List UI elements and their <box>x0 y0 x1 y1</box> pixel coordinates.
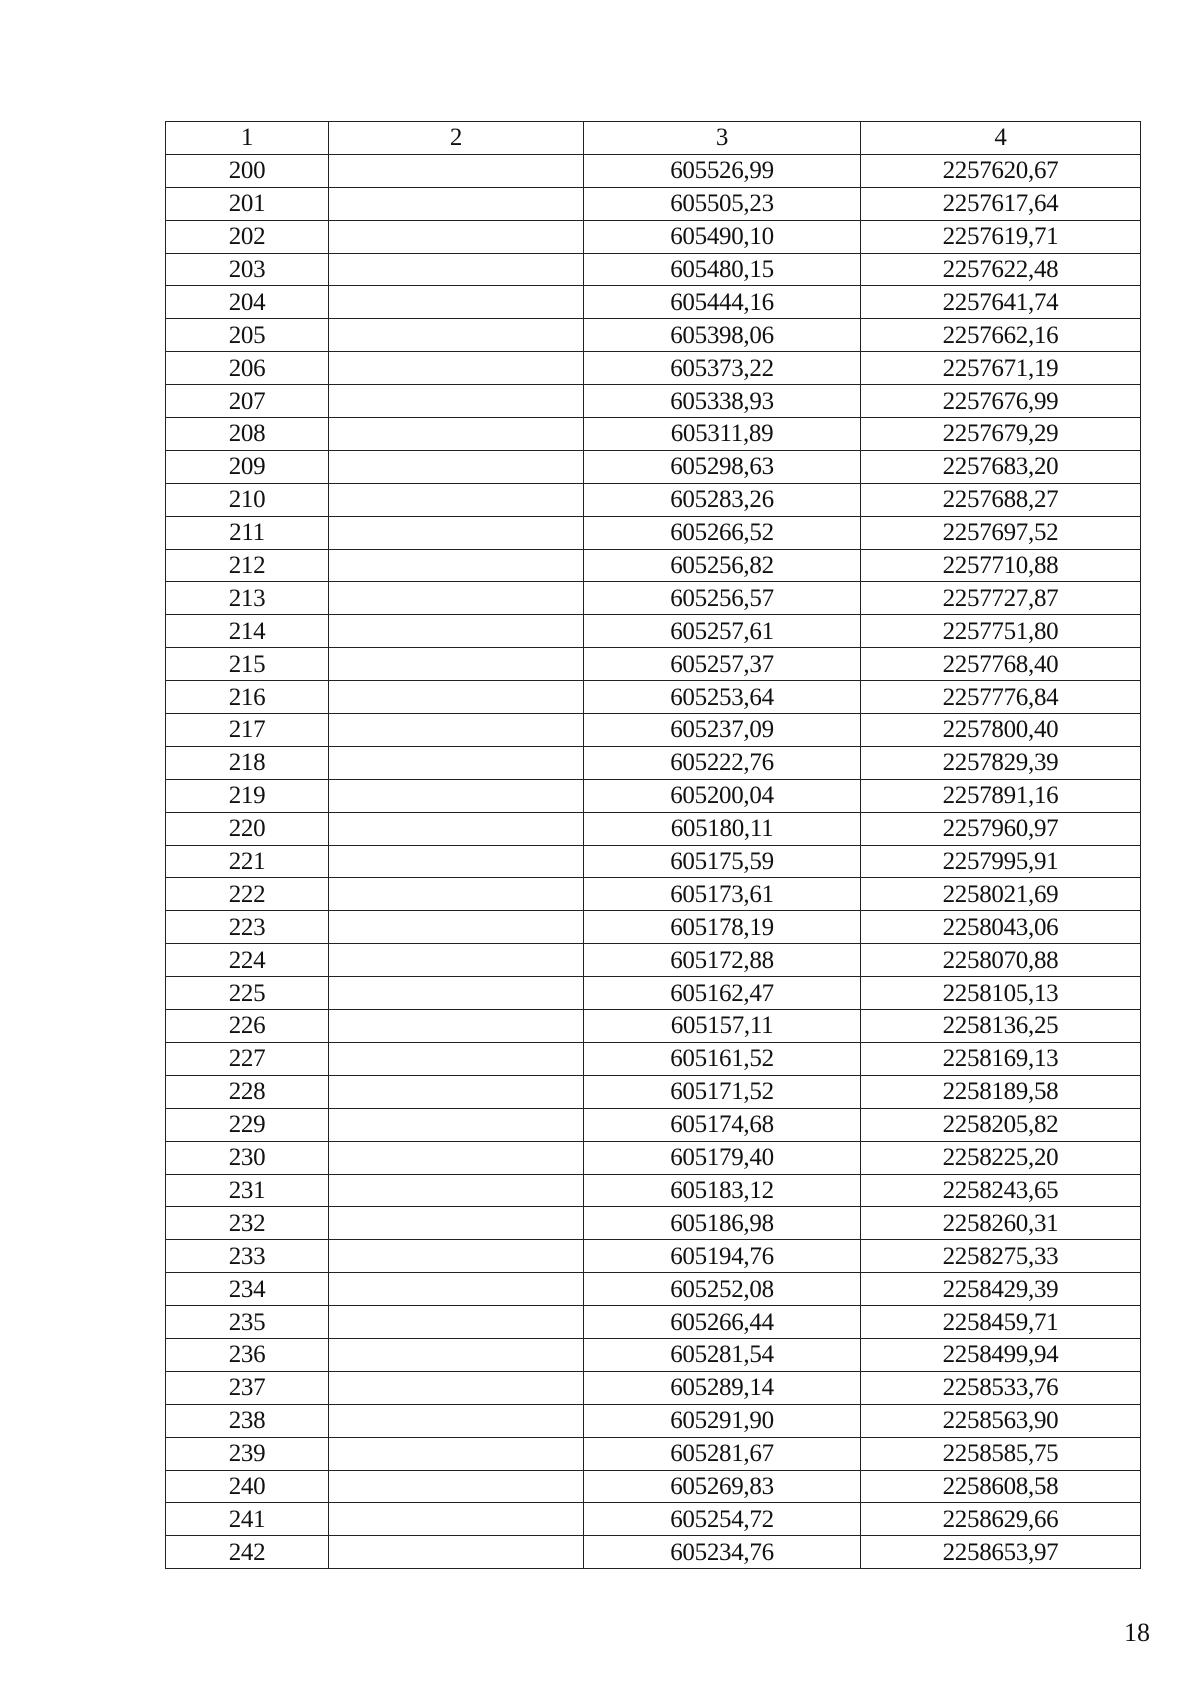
table-cell-col1: 220 <box>166 812 329 845</box>
table-row <box>166 154 1141 187</box>
table-cell-col1: 232 <box>166 1207 329 1240</box>
table-cell-col3: 605291,90 <box>584 1404 861 1437</box>
table-cell-col1: 204 <box>166 286 329 319</box>
table-cell-col2 <box>329 746 584 779</box>
table-cell-col1: 228 <box>166 1075 329 1108</box>
table-cell-col3: 605252,08 <box>584 1273 861 1306</box>
header-cell-col4: 4 <box>861 122 1141 155</box>
table-row <box>166 220 1141 253</box>
table-cell-col4: 2257620,67 <box>861 154 1141 187</box>
table-cell-col3: 605178,19 <box>584 911 861 944</box>
table-cell-col1: 236 <box>166 1338 329 1371</box>
table-cell-col2 <box>329 1371 584 1404</box>
table-cell-col4: 2258585,75 <box>861 1437 1141 1470</box>
table-cell-col3: 605162,47 <box>584 977 861 1010</box>
table-cell-col3: 605254,72 <box>584 1503 861 1536</box>
table-cell-col2 <box>329 516 584 549</box>
table-cell-col3: 605526,99 <box>584 154 861 187</box>
table-cell-col3: 605256,82 <box>584 549 861 582</box>
table-row <box>166 648 1141 681</box>
table-cell-col3: 605505,23 <box>584 187 861 220</box>
table-cell-col4: 2257662,16 <box>861 319 1141 352</box>
table-cell-col2 <box>329 1240 584 1273</box>
table-row <box>166 878 1141 911</box>
table-cell-col2 <box>329 714 584 747</box>
table-cell-col3: 605269,83 <box>584 1470 861 1503</box>
table-row <box>166 746 1141 779</box>
table-row <box>166 1470 1141 1503</box>
table-cell-col3: 605311,89 <box>584 418 861 451</box>
table-cell-col3: 605253,64 <box>584 681 861 714</box>
table-row <box>166 1338 1141 1371</box>
table-cell-col2 <box>329 1108 584 1141</box>
table-cell-col4: 2257891,16 <box>861 779 1141 812</box>
table-cell-col4: 2258043,06 <box>861 911 1141 944</box>
table-row <box>166 582 1141 615</box>
table-row <box>166 253 1141 286</box>
table-cell-col2 <box>329 648 584 681</box>
table-cell-col2 <box>329 187 584 220</box>
table-cell-col3: 605174,68 <box>584 1108 861 1141</box>
table-cell-col1: 233 <box>166 1240 329 1273</box>
table-cell-col1: 212 <box>166 549 329 582</box>
table-cell-col3: 605283,26 <box>584 483 861 516</box>
table-cell-col1: 239 <box>166 1437 329 1470</box>
table-cell-col2 <box>329 1010 584 1043</box>
table-cell-col3: 605237,09 <box>584 714 861 747</box>
table-cell-col2 <box>329 1306 584 1339</box>
table-cell-col2 <box>329 1075 584 1108</box>
table-cell-col3: 605257,37 <box>584 648 861 681</box>
table-row <box>166 1042 1141 1075</box>
table-cell-col3: 605175,59 <box>584 845 861 878</box>
table-cell-col1: 241 <box>166 1503 329 1536</box>
table-cell-col2 <box>329 878 584 911</box>
table-cell-col1: 221 <box>166 845 329 878</box>
table-cell-col4: 2258499,94 <box>861 1338 1141 1371</box>
table-cell-col3: 605338,93 <box>584 385 861 418</box>
table-cell-col4: 2257622,48 <box>861 253 1141 286</box>
table-cell-col1: 227 <box>166 1042 329 1075</box>
table-cell-col4: 2257960,97 <box>861 812 1141 845</box>
table-cell-col2 <box>329 681 584 714</box>
table-cell-col2 <box>329 1437 584 1470</box>
table-cell-col1: 208 <box>166 418 329 451</box>
table-cell-col3: 605180,11 <box>584 812 861 845</box>
table-cell-col4: 2258608,58 <box>861 1470 1141 1503</box>
table-cell-col1: 238 <box>166 1404 329 1437</box>
table-cell-col3: 605173,61 <box>584 878 861 911</box>
table-cell-col3: 605256,57 <box>584 582 861 615</box>
table-cell-col4: 2258021,69 <box>861 878 1141 911</box>
header-cell-col2: 2 <box>329 122 584 155</box>
table-cell-col2 <box>329 450 584 483</box>
table-cell-col1: 203 <box>166 253 329 286</box>
table-cell-col3: 605298,63 <box>584 450 861 483</box>
table-cell-col2 <box>329 319 584 352</box>
table-cell-col2 <box>329 779 584 812</box>
table-row <box>166 385 1141 418</box>
table-cell-col4: 2258243,65 <box>861 1174 1141 1207</box>
table-cell-col4: 2257710,88 <box>861 549 1141 582</box>
table-cell-col4: 2258429,39 <box>861 1273 1141 1306</box>
table-cell-col3: 605289,14 <box>584 1371 861 1404</box>
coordinates-table <box>165 121 1141 1569</box>
table-cell-col3: 605257,61 <box>584 615 861 648</box>
table-cell-col4: 2257768,40 <box>861 648 1141 681</box>
table-cell-col3: 605281,67 <box>584 1437 861 1470</box>
table-row <box>166 549 1141 582</box>
table-row <box>166 1306 1141 1339</box>
table-row <box>166 681 1141 714</box>
table-cell-col4: 2258275,33 <box>861 1240 1141 1273</box>
table-row <box>166 1536 1141 1569</box>
table-row <box>166 911 1141 944</box>
table-row <box>166 1240 1141 1273</box>
table-row <box>166 714 1141 747</box>
table-cell-col2 <box>329 385 584 418</box>
table-row <box>166 1207 1141 1240</box>
table-cell-col3: 605172,88 <box>584 944 861 977</box>
table-cell-col4: 2257995,91 <box>861 845 1141 878</box>
table-cell-col3: 605480,15 <box>584 253 861 286</box>
table-cell-col1: 231 <box>166 1174 329 1207</box>
table-cell-col4: 2258629,66 <box>861 1503 1141 1536</box>
table-cell-col3: 605186,98 <box>584 1207 861 1240</box>
table-cell-col1: 201 <box>166 187 329 220</box>
table-cell-col3: 605444,16 <box>584 286 861 319</box>
table-cell-col4: 2257617,64 <box>861 187 1141 220</box>
table-cell-col1: 234 <box>166 1273 329 1306</box>
table-cell-col4: 2258533,76 <box>861 1371 1141 1404</box>
table-row <box>166 1141 1141 1174</box>
table-row <box>166 1437 1141 1470</box>
table-row <box>166 1075 1141 1108</box>
table-cell-col1: 205 <box>166 319 329 352</box>
table-cell-col1: 216 <box>166 681 329 714</box>
table-cell-col1: 213 <box>166 582 329 615</box>
header-cell-col1: 1 <box>166 122 329 155</box>
table-row <box>166 319 1141 352</box>
table-cell-col3: 605490,10 <box>584 220 861 253</box>
table-cell-col3: 605171,52 <box>584 1075 861 1108</box>
table-cell-col1: 210 <box>166 483 329 516</box>
table-cell-col1: 217 <box>166 714 329 747</box>
table-row <box>166 1108 1141 1141</box>
table-cell-col3: 605234,76 <box>584 1536 861 1569</box>
table-cell-col2 <box>329 944 584 977</box>
table-cell-col4: 2258260,31 <box>861 1207 1141 1240</box>
table-cell-col1: 223 <box>166 911 329 944</box>
table-row <box>166 812 1141 845</box>
table-cell-col2 <box>329 220 584 253</box>
table-cell-col4: 2257641,74 <box>861 286 1141 319</box>
table-cell-col1: 222 <box>166 878 329 911</box>
table-cell-col4: 2257727,87 <box>861 582 1141 615</box>
table-cell-col3: 605161,52 <box>584 1042 861 1075</box>
table-cell-col4: 2257751,80 <box>861 615 1141 648</box>
table-row <box>166 483 1141 516</box>
table-cell-col3: 605266,52 <box>584 516 861 549</box>
table-cell-col2 <box>329 845 584 878</box>
table-cell-col3: 605200,04 <box>584 779 861 812</box>
table-cell-col2 <box>329 1141 584 1174</box>
table-cell-col4: 2258136,25 <box>861 1010 1141 1043</box>
table-cell-col1: 206 <box>166 352 329 385</box>
table-cell-col3: 605398,06 <box>584 319 861 352</box>
table-cell-col2 <box>329 483 584 516</box>
table-cell-col2 <box>329 1503 584 1536</box>
table-cell-col3: 605157,11 <box>584 1010 861 1043</box>
table-cell-col4: 2257688,27 <box>861 483 1141 516</box>
table-cell-col3: 605183,12 <box>584 1174 861 1207</box>
table-row <box>166 187 1141 220</box>
table-cell-col4: 2258653,97 <box>861 1536 1141 1569</box>
table-row <box>166 1273 1141 1306</box>
table-cell-col4: 2257679,29 <box>861 418 1141 451</box>
table-cell-col4: 2257671,19 <box>861 352 1141 385</box>
table-cell-col2 <box>329 1536 584 1569</box>
table-row <box>166 1404 1141 1437</box>
table-cell-col4: 2257619,71 <box>861 220 1141 253</box>
table-row <box>166 779 1141 812</box>
table-cell-col2 <box>329 1207 584 1240</box>
table-cell-col2 <box>329 418 584 451</box>
table-cell-col1: 218 <box>166 746 329 779</box>
table-row <box>166 286 1141 319</box>
table-cell-col4: 2257676,99 <box>861 385 1141 418</box>
table-cell-col4: 2258070,88 <box>861 944 1141 977</box>
table-cell-col2 <box>329 286 584 319</box>
table-cell-col4: 2257683,20 <box>861 450 1141 483</box>
table-cell-col1: 214 <box>166 615 329 648</box>
table-cell-col2 <box>329 1470 584 1503</box>
table-cell-col4: 2258189,58 <box>861 1075 1141 1108</box>
table-cell-col3: 605179,40 <box>584 1141 861 1174</box>
table-cell-col2 <box>329 582 584 615</box>
table-cell-col4: 2257776,84 <box>861 681 1141 714</box>
table-cell-col1: 240 <box>166 1470 329 1503</box>
table-cell-col1: 207 <box>166 385 329 418</box>
table-cell-col2 <box>329 1338 584 1371</box>
table-cell-col1: 211 <box>166 516 329 549</box>
table-cell-col1: 230 <box>166 1141 329 1174</box>
table-row <box>166 1010 1141 1043</box>
table-cell-col2 <box>329 812 584 845</box>
table-row <box>166 352 1141 385</box>
table-cell-col1: 242 <box>166 1536 329 1569</box>
table-cell-col4: 2257800,40 <box>861 714 1141 747</box>
table-cell-col2 <box>329 977 584 1010</box>
page-number: 18 <box>1124 1618 1150 1647</box>
table-cell-col2 <box>329 1174 584 1207</box>
table-cell-col3: 605266,44 <box>584 1306 861 1339</box>
table-cell-col1: 209 <box>166 450 329 483</box>
table-row <box>166 944 1141 977</box>
table-cell-col4: 2258169,13 <box>861 1042 1141 1075</box>
table-cell-col2 <box>329 911 584 944</box>
table-row <box>166 418 1141 451</box>
table-cell-col2 <box>329 1273 584 1306</box>
table-cell-col4: 2258459,71 <box>861 1306 1141 1339</box>
table-body <box>166 154 1141 1568</box>
table-cell-col4: 2257697,52 <box>861 516 1141 549</box>
table-cell-col4: 2258563,90 <box>861 1404 1141 1437</box>
table-cell-col1: 202 <box>166 220 329 253</box>
table-header-row <box>166 122 1141 155</box>
header-cell-col3: 3 <box>584 122 861 155</box>
table-cell-col1: 225 <box>166 977 329 1010</box>
table-cell-col1: 224 <box>166 944 329 977</box>
table-row <box>166 1503 1141 1536</box>
table-cell-col2 <box>329 352 584 385</box>
table-cell-col2 <box>329 1404 584 1437</box>
table-cell-col1: 226 <box>166 1010 329 1043</box>
table-cell-col4: 2258205,82 <box>861 1108 1141 1141</box>
table-cell-col1: 237 <box>166 1371 329 1404</box>
table-cell-col2 <box>329 253 584 286</box>
table-cell-col3: 605373,22 <box>584 352 861 385</box>
table-cell-col1: 215 <box>166 648 329 681</box>
table-cell-col4: 2258105,13 <box>861 977 1141 1010</box>
table-row <box>166 977 1141 1010</box>
table-cell-col3: 605281,54 <box>584 1338 861 1371</box>
table-cell-col1: 235 <box>166 1306 329 1339</box>
table-cell-col2 <box>329 549 584 582</box>
table-cell-col3: 605194,76 <box>584 1240 861 1273</box>
table-cell-col1: 200 <box>166 154 329 187</box>
table-cell-col3: 605222,76 <box>584 746 861 779</box>
table-cell-col2 <box>329 154 584 187</box>
table-cell-col1: 229 <box>166 1108 329 1141</box>
table-row <box>166 516 1141 549</box>
table-row <box>166 845 1141 878</box>
table-cell-col4: 2258225,20 <box>861 1141 1141 1174</box>
table-cell-col4: 2257829,39 <box>861 746 1141 779</box>
table-cell-col2 <box>329 1042 584 1075</box>
table-row <box>166 1371 1141 1404</box>
table-cell-col1: 219 <box>166 779 329 812</box>
table-row <box>166 615 1141 648</box>
table-cell-col2 <box>329 615 584 648</box>
table-row <box>166 1174 1141 1207</box>
table-row <box>166 450 1141 483</box>
